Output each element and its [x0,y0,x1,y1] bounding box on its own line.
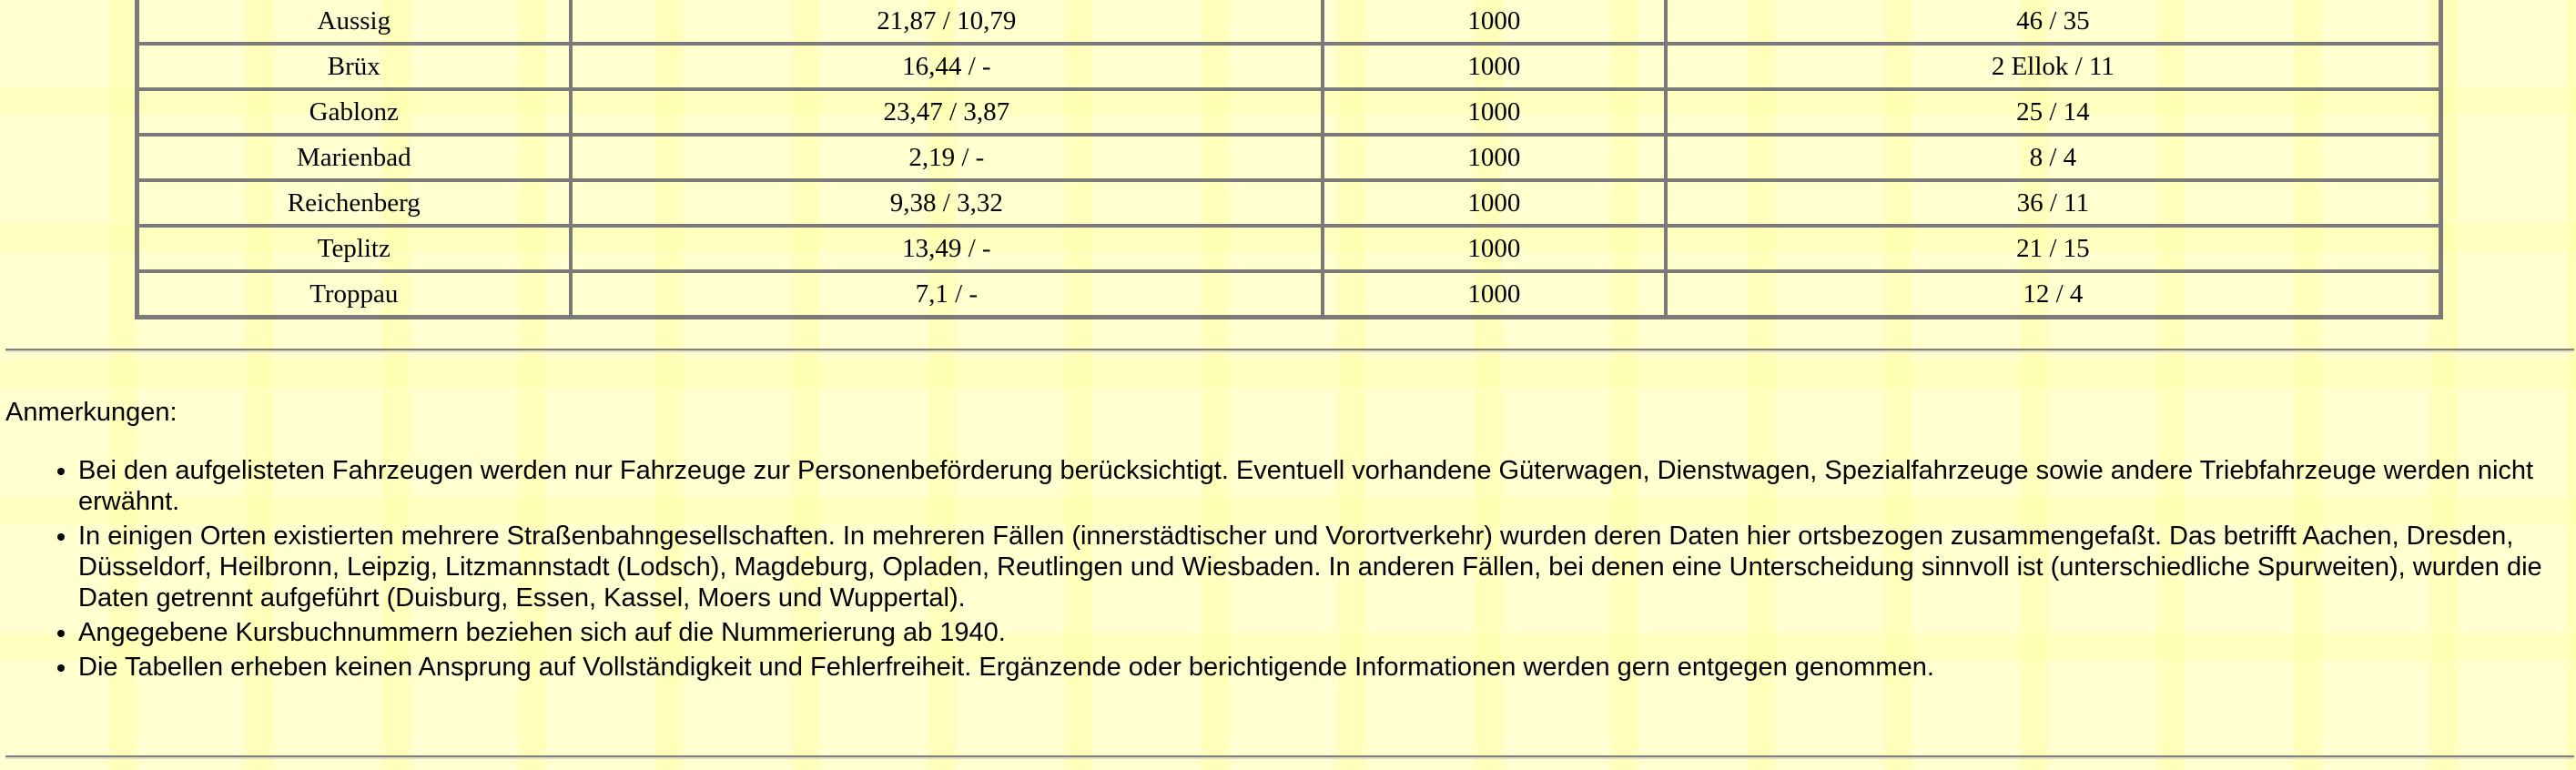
length-cell: 21,87 / 10,79 [571,0,1323,44]
vehicles-cell: 46 / 35 [1666,0,2440,44]
city-cell: Reichenberg [137,180,571,226]
gauge-cell: 1000 [1323,89,1666,135]
table-row [137,180,2440,226]
length-cell: 7,1 / - [571,271,1323,317]
city-cell: Brüx [137,44,571,89]
tram-data-table [135,0,2443,319]
horizontal-rule-top [5,349,2574,352]
city-cell: Gablonz [137,89,571,135]
gauge-cell: 1000 [1323,226,1666,271]
city-cell: Troppau [137,271,571,317]
city-cell: Teplitz [137,226,571,271]
notes-heading: Anmerkungen: [5,398,177,427]
length-cell: 9,38 / 3,32 [571,180,1323,226]
list-item: • Bei den aufgelisteten Fahrzeugen werden nur Fahrzeuge zur Personenbeförderung berücksichtigt. Eventuell vorhandene Güterwagen, Dienstwagen, Spezialfahrzeuge sowie andere Triebfahrzeuge werden nicht erwähnt. [78,455,2563,517]
list-item: • Die Tabellen erheben keinen Ansprung auf Vollständigkeit und Fehlerfreiheit. Ergänzende oder berichtigende Informationen werden gern entgegen genommen. [78,652,2563,683]
length-cell: 2,19 / - [571,135,1323,180]
gauge-cell: 1000 [1323,271,1666,317]
list-item: • In einigen Orten existierten mehrere Straßenbahngesellschaften. In mehreren Fällen (innerstädtischer und Vorortverkehr) wurden deren Daten hier ortsbezogen zusammengefaßt. Das betrifft Aachen, Dresden, Düsseldorf, Heilbronn, Leipzig, Litzmannstadt (Lodsch), Magdeburg, Opladen, Reutlingen und Wiesbaden. In anderen Fällen, bei denen eine Unterscheidung sinnvoll ist (unterschiedliche Spurweiten), wurden die Daten getrennt aufgeführt (Duisburg, Essen, Kassel, Moers und Wuppertal). [78,521,2563,613]
table-row [137,89,2440,135]
city-cell: Marienbad [137,135,571,180]
length-cell: 13,49 / - [571,226,1323,271]
vehicles-cell: 2 Ellok / 11 [1666,44,2440,89]
gauge-cell: 1000 [1323,44,1666,89]
table-row [137,135,2440,180]
gauge-cell: 1000 [1323,180,1666,226]
horizontal-rule-bottom [5,755,2574,759]
gauge-cell: 1000 [1323,135,1666,180]
list-item: • Angegebene Kursbuchnummern beziehen sich auf die Nummerierung ab 1940. [78,617,2563,648]
notes-list [5,455,2563,683]
vehicles-cell: 12 / 4 [1666,271,2440,317]
table-row [137,226,2440,271]
gauge-cell: 1000 [1323,0,1666,44]
table-row [137,44,2440,89]
table-row [137,271,2440,317]
vehicles-cell: 25 / 14 [1666,89,2440,135]
notes-section [5,397,2563,686]
tram-table-wrapper [135,0,2443,319]
table-row [137,0,2440,44]
vehicles-cell: 36 / 11 [1666,180,2440,226]
length-cell: 23,47 / 3,87 [571,89,1323,135]
vehicles-cell: 21 / 15 [1666,226,2440,271]
vehicles-cell: 8 / 4 [1666,135,2440,180]
city-cell: Aussig [137,0,571,44]
length-cell: 16,44 / - [571,44,1323,89]
